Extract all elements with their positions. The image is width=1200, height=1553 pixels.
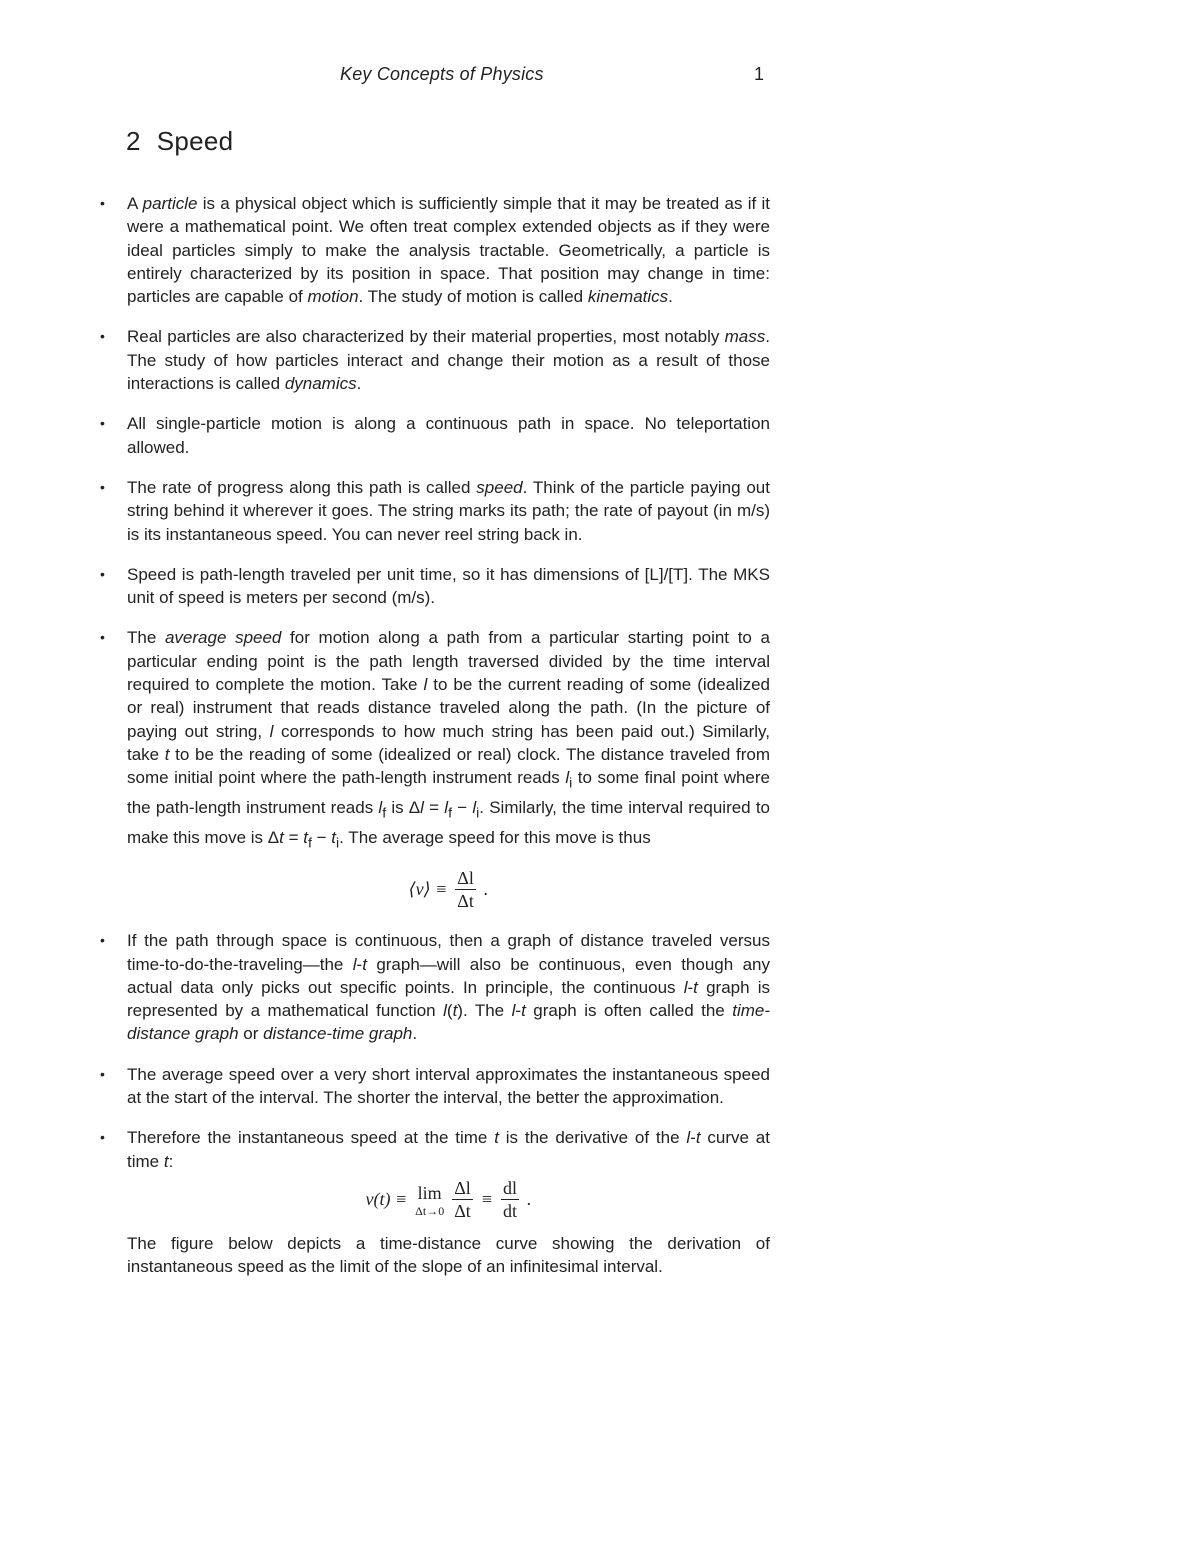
limit-operator	[415, 1182, 444, 1217]
list-item	[100, 626, 770, 912]
fraction-numerator: Δl	[457, 868, 474, 889]
fraction-denominator: Δt	[457, 891, 474, 912]
fraction-numerator: Δl	[454, 1177, 471, 1198]
instantaneous-speed-equation	[127, 1177, 770, 1222]
section-title: Speed	[156, 126, 234, 156]
average-speed-equation	[127, 867, 770, 912]
item-text: Speed is path-length traveled per unit time, so it has dimensions of [L]/[T]. The MKS unit of speed is meters per second (m/s).	[127, 564, 770, 608]
bullet-icon: •	[100, 565, 105, 582]
section-heading	[126, 126, 233, 157]
list-item	[100, 412, 770, 459]
bullet-icon: •	[100, 629, 105, 646]
fraction-numerator: dl	[502, 1177, 517, 1198]
fraction	[455, 867, 476, 912]
bullet-icon: •	[100, 195, 105, 211]
page-number: 1	[753, 64, 764, 84]
bullet-icon: •	[100, 478, 105, 495]
list-item	[100, 1126, 770, 1278]
fraction-denominator: dt	[502, 1200, 517, 1221]
fraction	[452, 1177, 473, 1222]
item-text: If the path through space is continuous, then a graph of distance traveled versus time-to-do-the-traveling—the l-t graph—will also be continuous, even though any actual data only picks out specific points. In principle, the continuous l-t graph is represented by a mathematical function l(t). The l-t graph is often called the time-distance graph or distance-time graph.	[127, 931, 771, 1044]
list-item	[100, 325, 770, 395]
equation-lhs: ⟨v⟩ ≡	[408, 879, 448, 900]
section-number: 2	[126, 126, 141, 156]
running-title: Key Concepts of Physics	[340, 64, 544, 84]
equivalence-sign: ≡	[480, 1188, 493, 1209]
item-followup-text: The figure below depicts a time-distance curve showing the derivation of instantaneous speed as the limit of the slope of an infinitesimal interval.	[127, 1233, 770, 1277]
bullet-list	[100, 192, 770, 1296]
running-head	[0, 64, 1200, 90]
item-text: The average speed over a very short interval approximates the instantaneous speed at the start of the interval. The shorter the interval, the better the approximation.	[127, 1064, 770, 1108]
list-item	[100, 563, 770, 610]
item-text: The rate of progress along this path is called speed. Think of the particle paying out string behind it wherever it goes. The string marks its path; the rate of payout (in m/s) is its instantaneous speed. You can never reel string back in.	[127, 477, 770, 544]
bullet-icon: •	[100, 415, 105, 432]
item-text: The average speed for motion along a path from a particular starting point to a particular ending point is the path length traversed divided by the time interval required to complete the motion. Take l to be the current reading of some (idealized or real) instrument that reads distance traveled along the path. (In the picture of paying out string, l corresponds to how much string has been paid out.) Similarly, take t to be the reading of some (idealized or real) clock. The distance traveled from some initial point where the path-length instrument reads $l_i$ to some final point where the path-length instrument reads $l_f$ is $\Delta l = l_f - l_i$. Similarly, the time interval required to make this move is $\Delta t = t_f - t_i$. The average speed for this move is thus	[127, 628, 771, 851]
item-text: A particle is a physical object which is sufficiently simple that it may be treated as if it were a mathematical point. We often treat complex extended objects as if they were ideal particles simply to make the analysis tractable. Geometrically, a particle is entirely characterized by its position in space. That position may change in time: particles are capable of motion. The study of motion is called kinematics.	[127, 194, 770, 307]
list-item	[100, 192, 770, 308]
bullet-icon: •	[100, 932, 105, 949]
item-text: Real particles are also characterized by their material properties, most notably mass. The study of how particles interact and change their motion as a result of those interactions is called dynamics.	[127, 327, 770, 394]
equation-trailing: .	[483, 879, 489, 900]
equation-trailing: .	[526, 1188, 532, 1209]
bullet-icon: •	[100, 1129, 105, 1146]
fraction	[501, 1177, 519, 1222]
bullet-icon: •	[100, 328, 105, 345]
equation-lhs: v(t) ≡	[365, 1188, 408, 1209]
item-text: Therefore the instantaneous speed at the time t is the derivative of the l-t curve at time t:	[127, 1128, 770, 1171]
list-item	[100, 929, 770, 1045]
limit-label: lim	[417, 1182, 442, 1203]
limit-subscript: Δt→0	[415, 1204, 445, 1219]
list-item	[100, 1063, 770, 1110]
bullet-icon: •	[100, 1065, 105, 1082]
list-item	[100, 476, 770, 546]
fraction-denominator: Δt	[454, 1200, 471, 1221]
item-text: All single-particle motion is along a continuous path in space. No teleportation allowed.	[127, 414, 770, 457]
